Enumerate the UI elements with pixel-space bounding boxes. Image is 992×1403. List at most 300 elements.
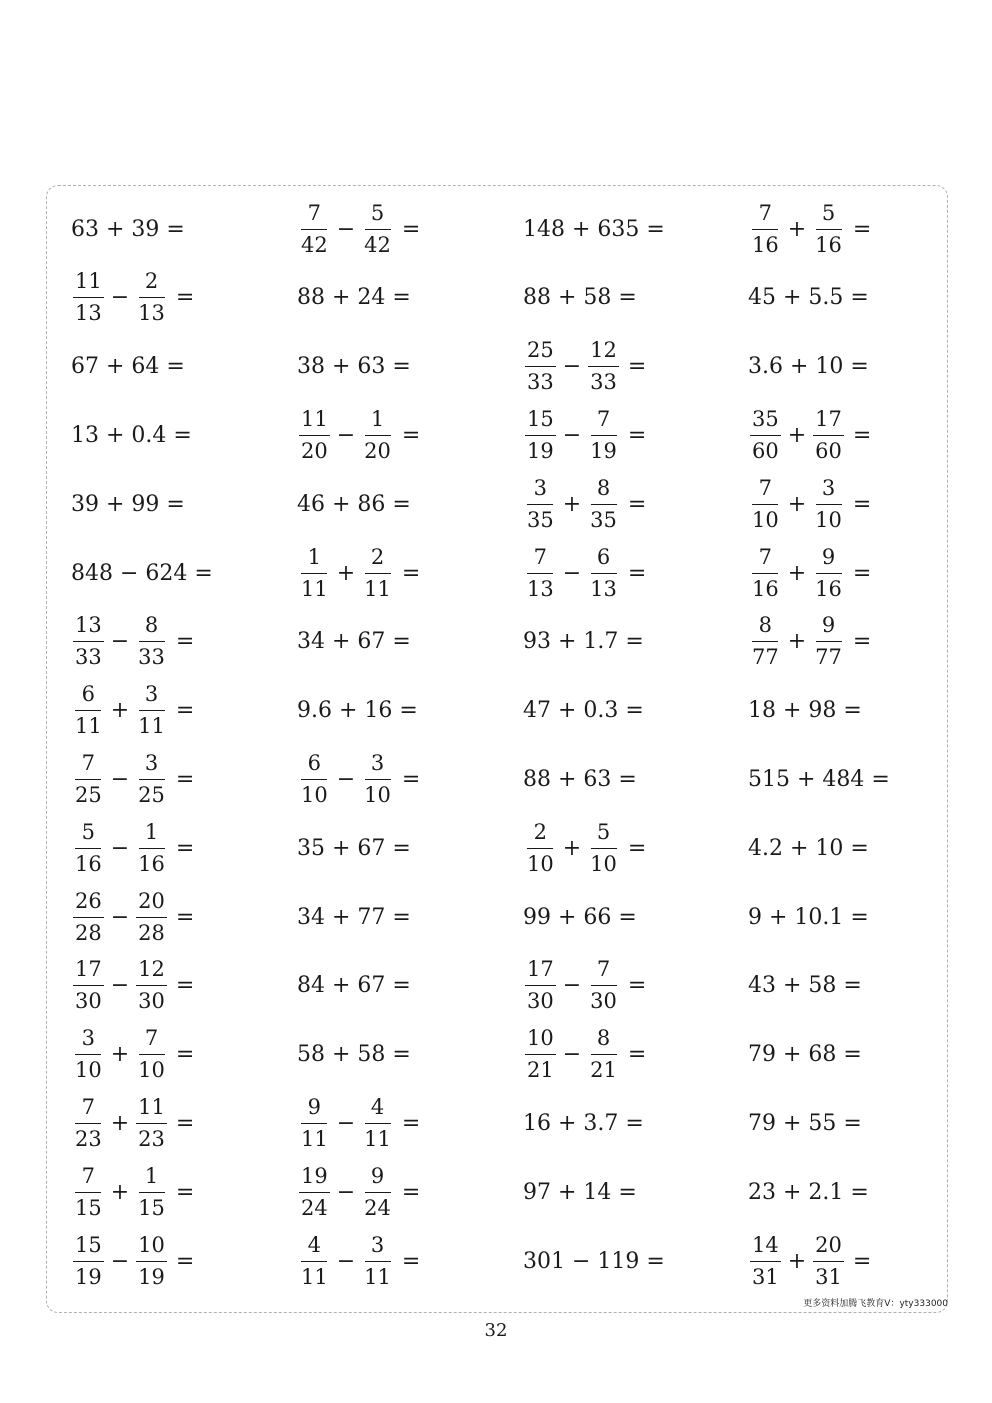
operator: − xyxy=(336,216,356,242)
denominator: 60 xyxy=(815,438,842,463)
operator: + xyxy=(110,1110,130,1136)
problem-item xyxy=(297,264,411,332)
fraction-left xyxy=(73,683,104,738)
fraction-right xyxy=(588,339,619,394)
fraction-right xyxy=(136,683,167,738)
fraction-left xyxy=(73,821,104,876)
problem-item xyxy=(748,952,862,1020)
fraction-left xyxy=(299,546,330,601)
numerator: 5 xyxy=(365,202,391,230)
operator: − xyxy=(336,766,356,792)
problem-item xyxy=(748,1158,869,1226)
expression-text: 79 + 55 = xyxy=(748,1110,862,1136)
denominator: 10 xyxy=(75,1058,102,1083)
problem-item xyxy=(297,401,420,469)
fraction-right xyxy=(136,270,167,325)
fraction-left xyxy=(750,477,781,532)
numerator: 2 xyxy=(527,821,553,849)
denominator: 16 xyxy=(815,576,842,601)
equals-sign: = xyxy=(175,1248,195,1274)
expression-text: 848 − 624 = xyxy=(71,560,213,586)
denominator: 16 xyxy=(75,851,102,876)
equals-sign: = xyxy=(401,216,421,242)
problem-item xyxy=(297,952,411,1020)
denominator: 11 xyxy=(364,1126,391,1151)
fraction-left xyxy=(299,408,330,463)
denominator: 20 xyxy=(301,438,328,463)
problem-item xyxy=(748,1227,871,1295)
fraction-right xyxy=(813,1234,844,1289)
fraction-left xyxy=(750,408,781,463)
expression-text: 301 − 119 = xyxy=(523,1248,665,1274)
expression-text: 4.2 + 10 = xyxy=(748,835,869,861)
expression-text: 88 + 24 = xyxy=(297,285,411,311)
expression-text: 79 + 68 = xyxy=(748,1042,862,1068)
problem-item xyxy=(71,1158,194,1226)
fraction-right xyxy=(813,202,844,257)
numerator: 3 xyxy=(365,752,391,780)
problem-item xyxy=(523,470,646,538)
numerator: 9 xyxy=(301,1096,327,1124)
denominator: 20 xyxy=(364,438,391,463)
page-number: 32 xyxy=(484,1320,508,1341)
operator: + xyxy=(787,491,807,517)
fraction-right xyxy=(362,202,393,257)
numerator: 12 xyxy=(588,339,619,367)
fraction-left xyxy=(750,546,781,601)
expression-text: 45 + 5.5 = xyxy=(748,285,869,311)
expression-text: 97 + 14 = xyxy=(523,1179,637,1205)
expression-text: 23 + 2.1 = xyxy=(748,1179,869,1205)
problem-item xyxy=(523,333,646,401)
denominator: 19 xyxy=(75,1264,102,1289)
fraction-right xyxy=(136,958,167,1013)
operator: − xyxy=(110,835,130,861)
operator: − xyxy=(562,354,582,380)
denominator: 60 xyxy=(752,438,779,463)
numerator: 9 xyxy=(816,614,842,642)
denominator: 28 xyxy=(138,920,165,945)
problem-item xyxy=(748,401,871,469)
fraction-right xyxy=(362,1234,393,1289)
numerator: 7 xyxy=(591,958,617,986)
problem-item xyxy=(523,745,637,813)
operator: − xyxy=(110,973,130,999)
operator: + xyxy=(110,1179,130,1205)
problem-item xyxy=(297,539,420,607)
problem-item xyxy=(71,333,185,401)
problem-grid xyxy=(47,186,947,1312)
fraction-left xyxy=(73,752,104,807)
expression-text: 43 + 58 = xyxy=(748,973,862,999)
fraction-right xyxy=(588,821,619,876)
problem-item xyxy=(297,1089,420,1157)
fraction-left xyxy=(525,821,556,876)
denominator: 11 xyxy=(364,576,391,601)
expression-text: 99 + 66 = xyxy=(523,904,637,930)
problem-item xyxy=(71,264,194,332)
numerator: 14 xyxy=(750,1234,781,1262)
problem-item xyxy=(71,677,194,745)
fraction-right xyxy=(588,1027,619,1082)
problem-item xyxy=(523,264,637,332)
problem-item xyxy=(297,814,411,882)
numerator: 20 xyxy=(813,1234,844,1262)
operator: − xyxy=(336,1179,356,1205)
problem-item xyxy=(748,677,862,745)
numerator: 6 xyxy=(75,683,101,711)
numerator: 6 xyxy=(301,752,327,780)
problem-item xyxy=(523,1089,644,1157)
problem-item xyxy=(71,470,185,538)
denominator: 33 xyxy=(527,370,554,395)
operator: + xyxy=(336,560,356,586)
fraction-right xyxy=(813,408,844,463)
equals-sign: = xyxy=(401,1110,421,1136)
numerator: 8 xyxy=(752,614,778,642)
denominator: 11 xyxy=(301,1264,328,1289)
numerator: 20 xyxy=(136,890,167,918)
problem-item xyxy=(297,608,411,676)
numerator: 26 xyxy=(73,890,104,918)
problem-item xyxy=(748,1021,862,1089)
equals-sign: = xyxy=(175,904,195,930)
fraction-left xyxy=(73,1096,104,1151)
fraction-left xyxy=(299,1165,330,1220)
fraction-left xyxy=(73,890,104,945)
operator: + xyxy=(562,491,582,517)
fraction-left xyxy=(750,1234,781,1289)
problem-item xyxy=(523,1227,665,1295)
problem-item xyxy=(71,883,194,951)
denominator: 13 xyxy=(590,576,617,601)
fraction-right xyxy=(362,408,393,463)
denominator: 30 xyxy=(590,989,617,1014)
fraction-left xyxy=(525,477,556,532)
equals-sign: = xyxy=(401,1179,421,1205)
numerator: 8 xyxy=(591,1027,617,1055)
denominator: 16 xyxy=(752,232,779,257)
fraction-right xyxy=(362,1165,393,1220)
fraction-right xyxy=(362,546,393,601)
denominator: 15 xyxy=(75,1195,102,1220)
numerator: 7 xyxy=(752,477,778,505)
expression-text: 67 + 64 = xyxy=(71,354,185,380)
problem-item xyxy=(71,814,194,882)
operator: + xyxy=(110,698,130,724)
numerator: 35 xyxy=(750,408,781,436)
denominator: 10 xyxy=(364,782,391,807)
problem-item xyxy=(71,195,185,263)
equals-sign: = xyxy=(175,285,195,311)
denominator: 77 xyxy=(815,645,842,670)
expression-text: 18 + 98 = xyxy=(748,698,862,724)
problem-item xyxy=(297,470,411,538)
equals-sign: = xyxy=(627,354,647,380)
fraction-left xyxy=(73,1027,104,1082)
numerator: 3 xyxy=(527,477,553,505)
fraction-right xyxy=(813,614,844,669)
operator: − xyxy=(110,1248,130,1274)
numerator: 5 xyxy=(816,202,842,230)
fraction-left xyxy=(299,202,330,257)
numerator: 13 xyxy=(73,614,104,642)
equals-sign: = xyxy=(401,766,421,792)
expression-text: 35 + 67 = xyxy=(297,835,411,861)
equals-sign: = xyxy=(175,835,195,861)
denominator: 10 xyxy=(752,507,779,532)
expression-text: 46 + 86 = xyxy=(297,491,411,517)
problem-item xyxy=(297,1227,420,1295)
numerator: 11 xyxy=(299,408,330,436)
problem-item xyxy=(297,333,411,401)
fraction-left xyxy=(525,958,556,1013)
equals-sign: = xyxy=(852,629,872,655)
numerator: 7 xyxy=(752,546,778,574)
expression-text: 93 + 1.7 = xyxy=(523,629,644,655)
fraction-right xyxy=(136,752,167,807)
operator: − xyxy=(336,1248,356,1274)
denominator: 19 xyxy=(527,438,554,463)
operator: + xyxy=(787,422,807,448)
problem-item xyxy=(297,1021,411,1089)
numerator: 5 xyxy=(75,821,101,849)
equals-sign: = xyxy=(852,491,872,517)
numerator: 15 xyxy=(525,408,556,436)
problem-item xyxy=(71,608,194,676)
fraction-right xyxy=(588,546,619,601)
expression-text: 148 + 635 = xyxy=(523,216,665,242)
denominator: 31 xyxy=(815,1264,842,1289)
numerator: 2 xyxy=(365,546,391,574)
equals-sign: = xyxy=(627,1042,647,1068)
denominator: 31 xyxy=(752,1264,779,1289)
problem-item xyxy=(297,195,420,263)
fraction-left xyxy=(750,202,781,257)
problem-item xyxy=(748,195,871,263)
denominator: 10 xyxy=(301,782,328,807)
numerator: 11 xyxy=(136,1096,167,1124)
fraction-left xyxy=(299,1234,330,1289)
problem-item xyxy=(748,1089,862,1157)
numerator: 17 xyxy=(73,958,104,986)
problem-item xyxy=(523,883,637,951)
fraction-right xyxy=(362,752,393,807)
operator: − xyxy=(336,422,356,448)
operator: + xyxy=(787,629,807,655)
operator: − xyxy=(110,766,130,792)
fraction-left xyxy=(525,1027,556,1082)
denominator: 30 xyxy=(527,989,554,1014)
problem-item xyxy=(523,1021,646,1089)
equals-sign: = xyxy=(627,560,647,586)
equals-sign: = xyxy=(175,973,195,999)
fraction-left xyxy=(525,408,556,463)
problem-item xyxy=(71,952,194,1020)
problem-item xyxy=(523,952,646,1020)
expression-text: 58 + 58 = xyxy=(297,1042,411,1068)
problem-item xyxy=(523,814,646,882)
numerator: 15 xyxy=(73,1234,104,1262)
numerator: 7 xyxy=(591,408,617,436)
problem-item xyxy=(297,883,411,951)
expression-text: 38 + 63 = xyxy=(297,354,411,380)
numerator: 10 xyxy=(525,1027,556,1055)
denominator: 33 xyxy=(590,370,617,395)
denominator: 42 xyxy=(364,232,391,257)
expression-text: 47 + 0.3 = xyxy=(523,698,644,724)
fraction-left xyxy=(525,546,556,601)
operator: − xyxy=(562,422,582,448)
problem-item xyxy=(523,677,644,745)
numerator: 1 xyxy=(301,546,327,574)
problem-item xyxy=(748,264,869,332)
numerator: 1 xyxy=(139,1165,165,1193)
problem-item xyxy=(71,1089,194,1157)
fraction-left xyxy=(73,270,104,325)
equals-sign: = xyxy=(401,560,421,586)
numerator: 3 xyxy=(139,683,165,711)
problem-item xyxy=(297,745,420,813)
operator: + xyxy=(787,1248,807,1274)
problem-item xyxy=(71,539,213,607)
equals-sign: = xyxy=(175,1110,195,1136)
denominator: 15 xyxy=(138,1195,165,1220)
fraction-right xyxy=(588,408,619,463)
fraction-right xyxy=(136,1027,167,1082)
numerator: 3 xyxy=(75,1027,101,1055)
operator: + xyxy=(110,1042,130,1068)
expression-text: 16 + 3.7 = xyxy=(523,1110,644,1136)
equals-sign: = xyxy=(852,422,872,448)
fraction-left xyxy=(73,1234,104,1289)
denominator: 25 xyxy=(75,782,102,807)
operator: − xyxy=(562,973,582,999)
numerator: 9 xyxy=(816,546,842,574)
equals-sign: = xyxy=(852,560,872,586)
denominator: 10 xyxy=(590,851,617,876)
denominator: 35 xyxy=(527,507,554,532)
operator: + xyxy=(562,835,582,861)
numerator: 8 xyxy=(139,614,165,642)
fraction-right xyxy=(813,546,844,601)
denominator: 42 xyxy=(301,232,328,257)
operator: + xyxy=(787,216,807,242)
equals-sign: = xyxy=(627,422,647,448)
denominator: 13 xyxy=(75,301,102,326)
problem-item xyxy=(748,608,871,676)
numerator: 7 xyxy=(527,546,553,574)
equals-sign: = xyxy=(175,1179,195,1205)
denominator: 21 xyxy=(590,1058,617,1083)
problem-item xyxy=(748,745,890,813)
denominator: 13 xyxy=(527,576,554,601)
numerator: 2 xyxy=(139,270,165,298)
problem-item xyxy=(748,814,869,882)
denominator: 33 xyxy=(75,645,102,670)
problem-item xyxy=(71,1227,194,1295)
denominator: 16 xyxy=(815,232,842,257)
equals-sign: = xyxy=(627,973,647,999)
denominator: 11 xyxy=(301,1126,328,1151)
denominator: 24 xyxy=(364,1195,391,1220)
denominator: 11 xyxy=(138,714,165,739)
fraction-right xyxy=(136,890,167,945)
problem-item xyxy=(748,470,871,538)
denominator: 13 xyxy=(138,301,165,326)
denominator: 16 xyxy=(752,576,779,601)
numerator: 3 xyxy=(139,752,165,780)
problem-item xyxy=(71,401,192,469)
fraction-left xyxy=(73,958,104,1013)
fraction-right xyxy=(813,477,844,532)
operator: − xyxy=(562,560,582,586)
numerator: 25 xyxy=(525,339,556,367)
numerator: 8 xyxy=(591,477,617,505)
equals-sign: = xyxy=(175,1042,195,1068)
expression-text: 515 + 484 = xyxy=(748,766,890,792)
expression-text: 34 + 77 = xyxy=(297,904,411,930)
fraction-left xyxy=(299,1096,330,1151)
denominator: 24 xyxy=(301,1195,328,1220)
equals-sign: = xyxy=(175,698,195,724)
problem-item xyxy=(523,195,665,263)
numerator: 9 xyxy=(365,1165,391,1193)
equals-sign: = xyxy=(175,766,195,792)
denominator: 30 xyxy=(75,989,102,1014)
expression-text: 9 + 10.1 = xyxy=(748,904,869,930)
problem-item xyxy=(71,745,194,813)
numerator: 7 xyxy=(75,1165,101,1193)
operator: − xyxy=(110,904,130,930)
operator: − xyxy=(562,1042,582,1068)
numerator: 7 xyxy=(75,1096,101,1124)
denominator: 35 xyxy=(590,507,617,532)
numerator: 1 xyxy=(139,821,165,849)
numerator: 6 xyxy=(591,546,617,574)
problem-item xyxy=(523,401,646,469)
expression-text: 84 + 67 = xyxy=(297,973,411,999)
denominator: 10 xyxy=(138,1058,165,1083)
expression-text: 88 + 63 = xyxy=(523,766,637,792)
denominator: 10 xyxy=(527,851,554,876)
denominator: 25 xyxy=(138,782,165,807)
fraction-right xyxy=(588,958,619,1013)
numerator: 7 xyxy=(301,202,327,230)
numerator: 7 xyxy=(139,1027,165,1055)
expression-text: 13 + 0.4 = xyxy=(71,422,192,448)
denominator: 21 xyxy=(527,1058,554,1083)
numerator: 1 xyxy=(365,408,391,436)
numerator: 7 xyxy=(75,752,101,780)
denominator: 19 xyxy=(590,438,617,463)
operator: + xyxy=(787,560,807,586)
expression-text: 39 + 99 = xyxy=(71,491,185,517)
footer-note: 更多资料加腾飞教育V：yty333000 xyxy=(803,1299,948,1309)
expression-text: 9.6 + 16 = xyxy=(297,698,418,724)
fraction-right xyxy=(136,1234,167,1289)
denominator: 19 xyxy=(138,1264,165,1289)
equals-sign: = xyxy=(852,216,872,242)
numerator: 17 xyxy=(525,958,556,986)
expression-text: 63 + 39 = xyxy=(71,216,185,242)
equals-sign: = xyxy=(627,491,647,517)
numerator: 7 xyxy=(752,202,778,230)
worksheet-frame xyxy=(46,185,948,1313)
problem-item xyxy=(523,608,644,676)
equals-sign: = xyxy=(627,835,647,861)
denominator: 16 xyxy=(138,851,165,876)
